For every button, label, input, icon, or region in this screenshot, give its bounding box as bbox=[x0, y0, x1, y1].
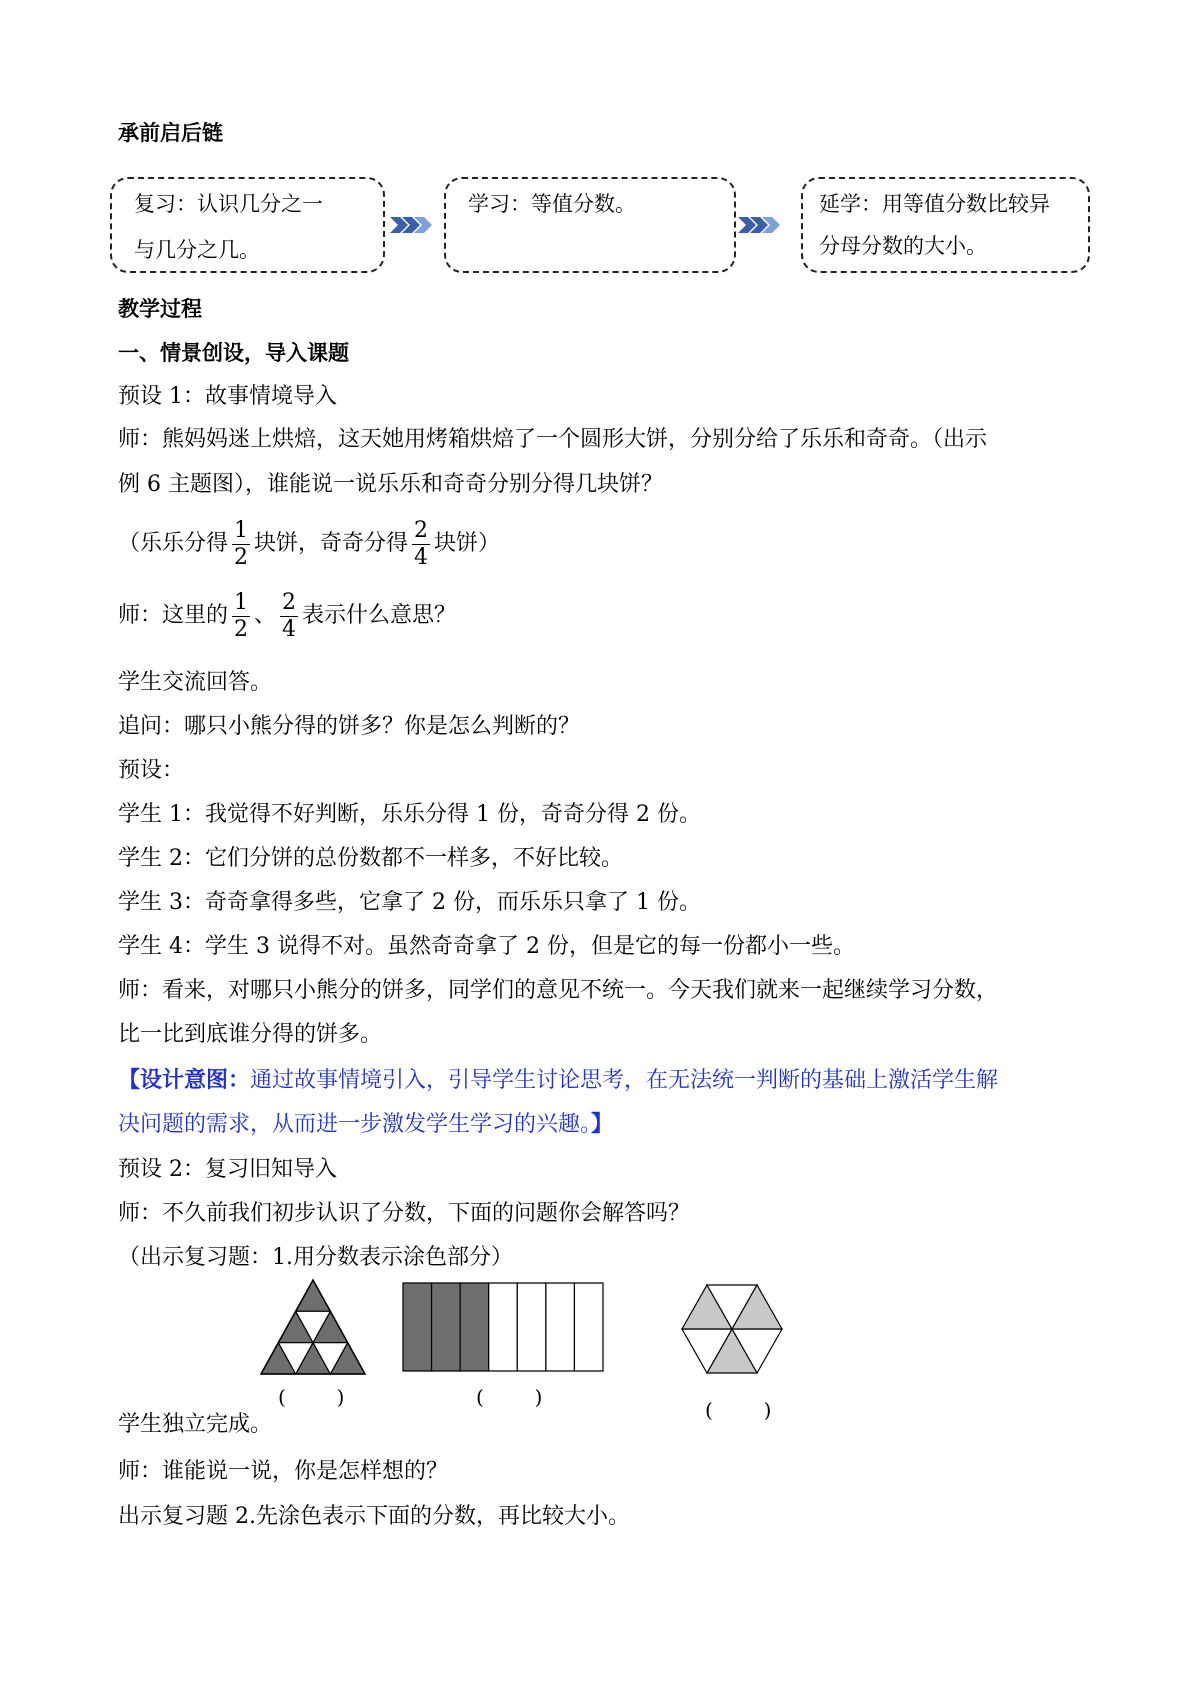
fraction-one-half-2: $\frac{1}{2}$ bbox=[234, 589, 249, 642]
answer-part-c: 块饼） bbox=[434, 531, 501, 556]
answer-blank-triangle[interactable]: ( ) bbox=[278, 1385, 345, 1409]
extend-line-1: 延学：用等值分数比较异 bbox=[819, 192, 1050, 216]
preset-label: 预设： bbox=[118, 758, 185, 783]
learn-box bbox=[444, 177, 736, 273]
teacher-line-3: 师：不久前我们初步认识了分数，下面的问题你会解答吗？ bbox=[118, 1201, 691, 1226]
shaded-triangle-figure bbox=[258, 1278, 368, 1376]
fraction-one-half: $\frac{1}{2}$ bbox=[234, 517, 249, 570]
student-3: 学生 3：奇奇拿得多些，它拿了 2 份，而乐乐只拿了 1 份。 bbox=[118, 890, 701, 915]
fraction-two-fourths-2: $\frac{2}{4}$ bbox=[282, 589, 297, 642]
teacher-line-4: 师：谁能说一说，你是怎样想的？ bbox=[118, 1459, 449, 1484]
show-review-1: （出示复习题：1.用分数表示涂色部分） bbox=[118, 1245, 513, 1270]
learn-text: 学习：等值分数。 bbox=[468, 192, 636, 216]
extend-line-2: 分母分数的大小。 bbox=[819, 234, 987, 258]
rectangle-strip-5 bbox=[546, 1283, 575, 1371]
answer-blank-hexagon[interactable]: ( ) bbox=[705, 1398, 772, 1422]
students-answer: 学生交流回答。 bbox=[118, 670, 273, 695]
review-line-2: 与几分之几。 bbox=[134, 238, 260, 262]
question-separator: 、 bbox=[254, 603, 277, 628]
review-box bbox=[110, 177, 385, 273]
rectangle-strip-3 bbox=[489, 1283, 518, 1371]
answer-part-a: （乐乐分得 bbox=[118, 531, 229, 556]
triangle-cell-up-0 bbox=[296, 1280, 331, 1311]
answer-line bbox=[118, 516, 500, 572]
follow-up: 追问：哪只小熊分得的饼多？你是怎么判断的？ bbox=[118, 714, 581, 739]
chain-title: 承前启后链 bbox=[118, 121, 223, 145]
process-title: 教学过程 bbox=[118, 297, 202, 321]
question-part-b: 表示什么意思？ bbox=[302, 603, 457, 628]
rectangle-strip-6 bbox=[574, 1283, 603, 1371]
teacher-line-2b: 比一比到底谁分得的饼多。 bbox=[118, 1022, 383, 1047]
student-1: 学生 1：我觉得不好判断，乐乐分得 1 份，奇奇分得 2 份。 bbox=[118, 802, 701, 827]
show-review-2: 出示复习题 2.先涂色表示下面的分数，再比较大小。 bbox=[118, 1504, 630, 1529]
preset-2: 预设 2：复习旧知导入 bbox=[118, 1157, 337, 1182]
teacher-line-1a: 师：熊妈妈迷上烘焙，这天她用烤箱烘焙了一个圆形大饼，分别分给了乐乐和奇奇。（出示 bbox=[118, 427, 988, 452]
double-chevron-right-icon-2 bbox=[736, 214, 782, 236]
design-intent-line-2 bbox=[118, 1110, 613, 1140]
question-part-a: 师：这里的 bbox=[118, 603, 229, 628]
extend-box bbox=[801, 177, 1090, 273]
rectangle-strip-0 bbox=[403, 1283, 432, 1371]
answer-part-b: 块饼，奇奇分得 bbox=[254, 531, 409, 556]
review-line-1: 复习：认识几分之一 bbox=[134, 192, 323, 216]
preset-1: 预设 1：故事情境导入 bbox=[118, 384, 337, 409]
fraction-two-fourths: $\frac{2}{4}$ bbox=[414, 517, 429, 570]
rectangle-strip-4 bbox=[517, 1283, 546, 1371]
double-chevron-right-icon bbox=[388, 214, 434, 236]
student-2: 学生 2：它们分饼的总份数都不一样多，不好比较。 bbox=[118, 846, 623, 871]
rectangle-strip-2 bbox=[460, 1283, 489, 1371]
design-intent-label: 【设计意图： bbox=[118, 1068, 251, 1093]
teacher-line-2a: 师：看来，对哪只小熊分的饼多，同学们的意见不统一。今天我们就来一起继续学习分数， bbox=[118, 978, 999, 1003]
section-1-heading: 一、情景创设，导入课题 bbox=[118, 341, 349, 365]
question-line bbox=[118, 588, 456, 644]
rectangle-strip-1 bbox=[432, 1283, 461, 1371]
shaded-hexagon-figure bbox=[680, 1283, 784, 1375]
answer-blank-rectangle[interactable]: ( ) bbox=[476, 1385, 543, 1409]
shaded-rectangle-figure bbox=[402, 1282, 604, 1372]
design-intent-text-1: 通过故事情境引入，引导学生讨论思考，在无法统一判断的基础上激活学生解 bbox=[250, 1068, 999, 1093]
student-4: 学生 4：学生 3 说得不对。虽然奇奇拿了 2 份，但是它的每一份都小一些。 bbox=[118, 934, 855, 959]
design-intent-text-2: 决问题的需求，从而进一步激发学生学习的兴趣。 bbox=[118, 1112, 592, 1137]
teacher-line-1b: 例 6 主题图），谁能说一说乐乐和奇奇分别分得几块饼？ bbox=[118, 472, 663, 497]
design-intent-close: 】 bbox=[591, 1112, 614, 1137]
design-intent-line-1 bbox=[118, 1066, 998, 1096]
students-complete: 学生独立完成。 bbox=[118, 1412, 273, 1437]
